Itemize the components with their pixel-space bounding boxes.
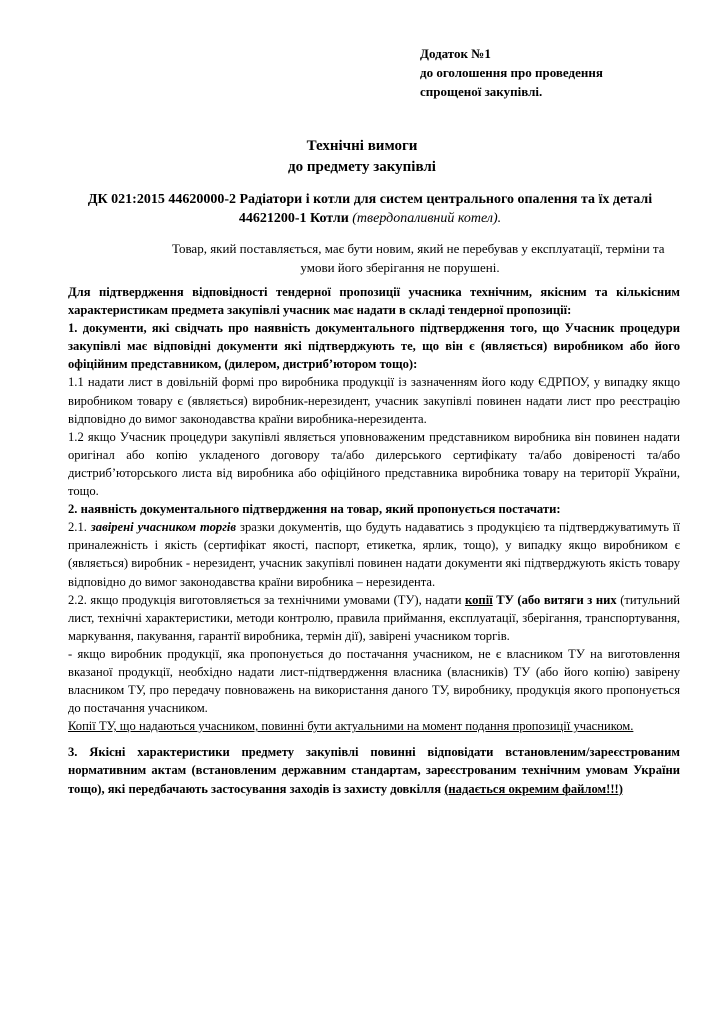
requirement-tu-actuality: Копії ТУ, що надаються учасником, повинні бути актуальними на момент подання пропозиції учасником. xyxy=(68,719,634,734)
intro-paragraph xyxy=(172,239,688,277)
requirement-1-1: 1.1 надати лист в довільній формі про виробника продукції із зазначенням його коду ЄДРПОУ, у випадку якщо виробником товару є (являється) виробник-нерезидент, учасник закупівлі повинен надати лист про реєстрацію відповідно до вимог законодавства країни виробника-нерезидента. xyxy=(68,375,680,426)
requirement-2-1-prefix: 2.1. xyxy=(68,520,91,535)
dk-item-description: (твердопаливний котел) xyxy=(352,211,498,226)
dk-dot: . xyxy=(497,211,502,226)
annex-line-2: до оголошення про проведення xyxy=(420,65,603,80)
requirement-3-text: 3. Якісні характеристики предмету закупівлі повинні відповідати встановленим/зареєстрованим нормативним актам (встановленим державним стандартам, зареєстрованим технічним умовам України тощо), які передбачають застосування заходів із захисту довкілля xyxy=(68,745,680,796)
requirement-2-1 xyxy=(68,518,680,590)
dk-code-block xyxy=(60,190,680,228)
requirement-2-2-text: (титульний лист, технічні характеристики, методи контролю, правила приймання, експлуатації, зберігання, транспортування, маркування, пакування, гарантії виробника, термін дії), завірені учасником торгів. xyxy=(68,592,680,643)
title-line-1: Технічні вимоги xyxy=(306,138,418,154)
requirement-3-separate-file: (надається окремим файлом!!!) xyxy=(444,781,623,796)
requirements-intro: Для підтвердження відповідності тендерної пропозиції учасника технічним, якісним та кількісним характеристикам предмета закупівлі учасник має надати в складі тендерної пропозиції: xyxy=(68,285,680,318)
dk-code-line-2 xyxy=(60,209,680,228)
requirement-2-2-note: - якщо виробник продукції, яка пропонується до постачання учасником, не є власником ТУ на виготовлення вказаної продукції, необхідно надати лист-підтвердження власника (власників) ТУ (або його копію) завірену власником ТУ, про передачу повноважень на використання даного ТУ, виробнику, продукція якого пропонується до постачання учасником. xyxy=(68,646,680,716)
requirement-2-1-text: зразки документів, що будуть надаватись з продукцією та підтверджуватимуть її приналежність і якість (сертифікат якості, паспорт, етикетка, ярлик, тощо), у випадку якщо виробником є (являється) виробник - нерезидент, учасник закупівлі повинен надати документи які підтверджують якість товару відповідно до вимог законодавства країни виробника – нерезидента. xyxy=(68,520,680,589)
annex-header xyxy=(420,44,710,101)
requirement-1-heading: 1. документи, які свідчать про наявність документального підтвердження того, що Учасник процедури закупівлі має відповідні документи які підтверджують те, що він є (являється) виробником або його офіційним представником, (дилером, дистриб’ютором тощо): xyxy=(68,321,680,372)
annex-line-1: Додаток №1 xyxy=(420,46,491,61)
requirement-2-2-prefix: 2.2. якщо продукція виготовляється за технічними умовами (ТУ), надати xyxy=(68,592,466,607)
requirements-body xyxy=(68,283,680,798)
requirement-2-2-copies: копії xyxy=(465,592,493,607)
requirement-2-1-emphasis: завірені учасником торгів xyxy=(90,520,236,535)
requirement-2-heading: 2. наявність документального підтвердження на товар, який пропонується постачати: xyxy=(68,502,561,517)
intro-line-2: умови його зберігання не порушені. xyxy=(300,260,500,275)
intro-line-1: Товар, який поставляється, має бути новим, який не перебував у експлуатації, терміни та xyxy=(172,241,665,256)
dk-code-line-1: ДК 021:2015 44620000-2 Радіатори і котли для систем центрального опалення та їх деталі xyxy=(87,192,653,207)
requirement-2-2-emphasis: ТУ (або витяги з них xyxy=(492,592,617,607)
annex-line-3: спрощеної закупівлі. xyxy=(420,84,543,99)
requirement-3 xyxy=(68,743,680,797)
requirement-1-2: 1.2 якщо Учасник процедури закупівлі являється уповноваженим представником виробника він повинен надати оригінал або копію укладеного договору та/або дилерського сертифікату та/або довіреності та/або дистриб’юторського листа від виробника або офіційного представника виробника товару на території України, тощо. xyxy=(68,429,680,499)
title-line-2: до предмету закупівлі xyxy=(288,159,436,175)
requirement-2-2 xyxy=(68,591,680,645)
dk-code-line-2-text: 44621200-1 Котли xyxy=(238,211,353,226)
spacer xyxy=(68,735,680,743)
document-title xyxy=(0,136,724,178)
